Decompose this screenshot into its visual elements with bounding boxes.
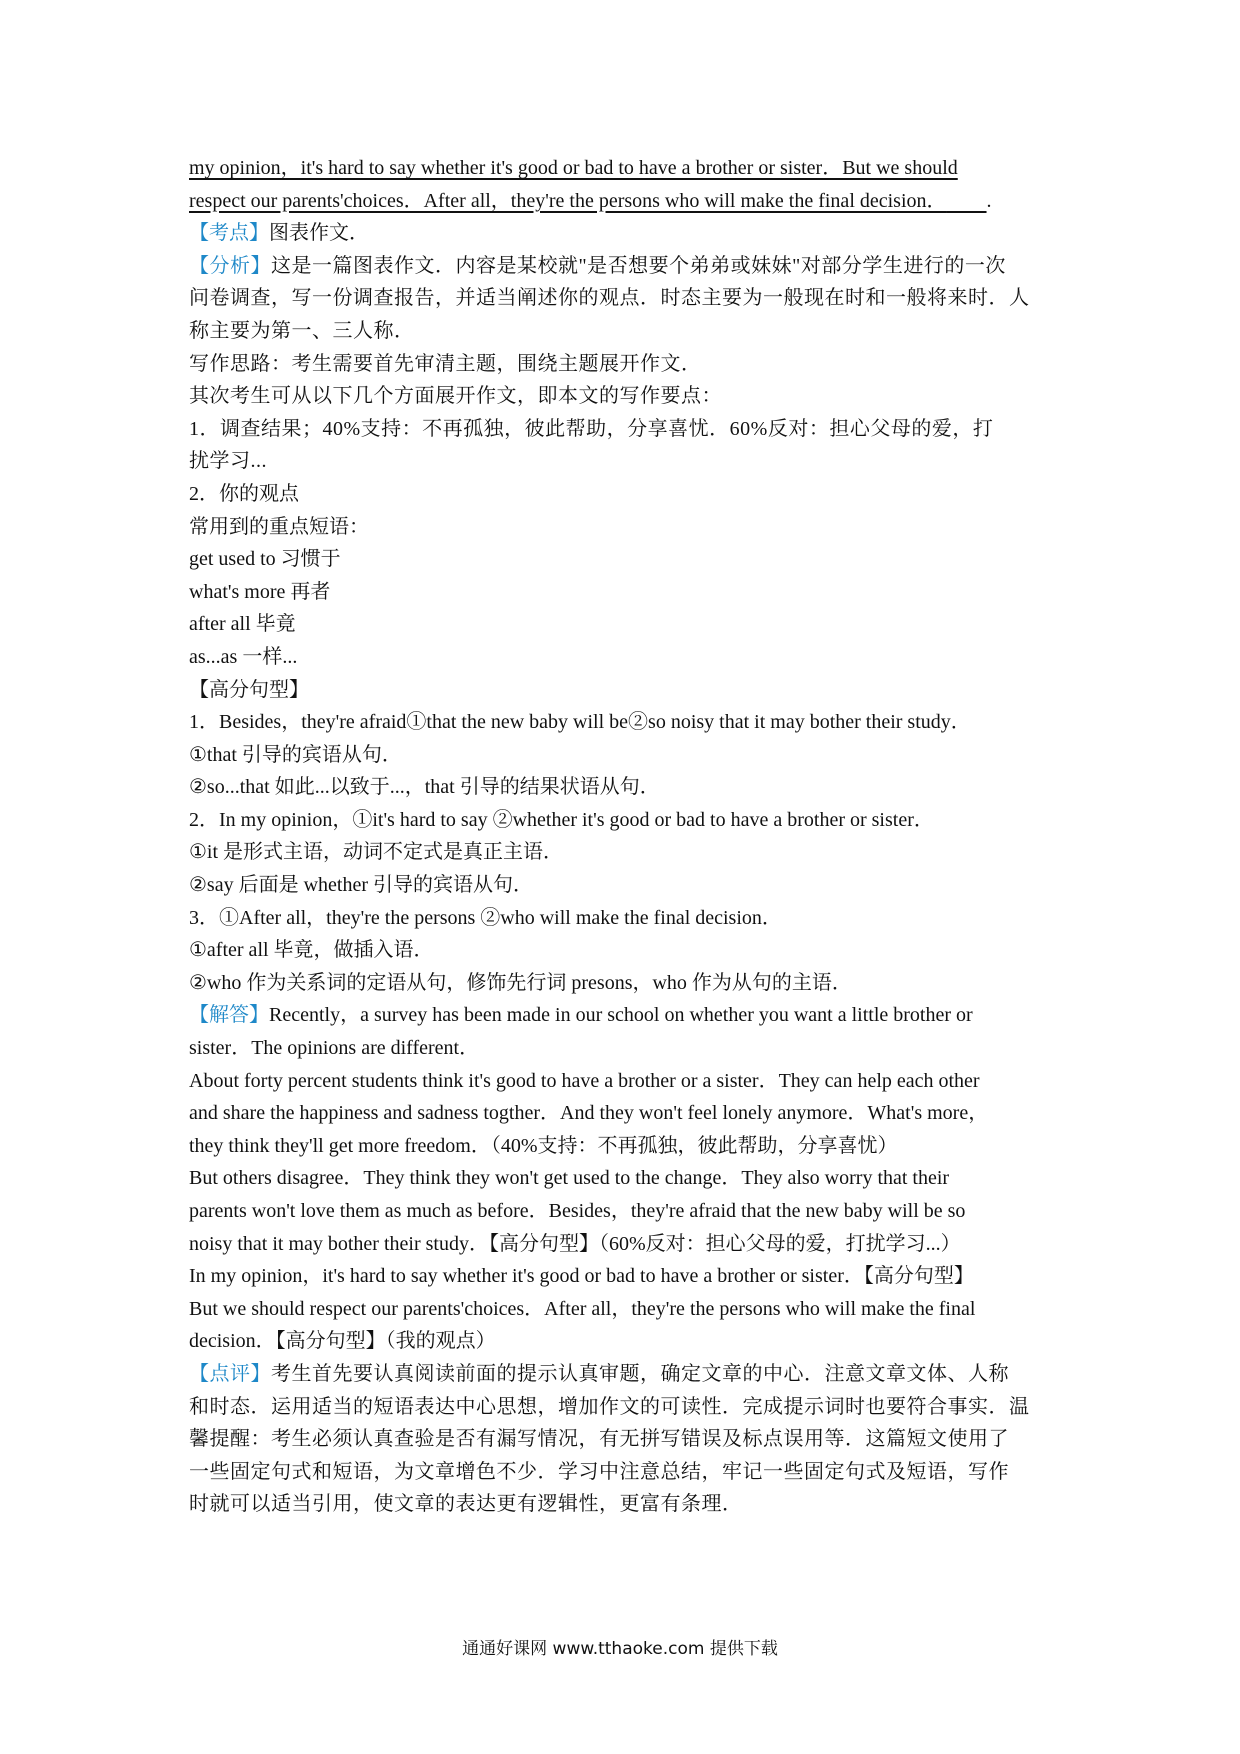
phrase-item: what's more 再者 <box>189 580 331 603</box>
section-dianping <box>189 1358 1069 1391</box>
text-line: ①it 是形式主语，动词不定式是真正主语． <box>189 841 564 864</box>
text-line: 一些固定句式和短语，为文章增色不少．学习中注意总结，牢记一些固定句式及短语，写作 <box>189 1460 1009 1483</box>
text-line: 2．你的观点 <box>189 482 299 505</box>
text-line: 其次考生可从以下几个方面展开作文，即本文的写作要点： <box>189 385 722 408</box>
text-line: parents won't love them as much as before．Besides，they're afraid that the new baby will be so <box>189 1200 966 1222</box>
text-line: ②so...that 如此...以致于...，that 引导的结果状语从句． <box>189 776 660 799</box>
text-line: In my opinion，it's hard to say whether it's good or bad to have a brother or sister．【高分句型】 <box>189 1265 974 1288</box>
text-line: 写作思路：考生需要首先审清主题，围绕主题展开作文． <box>189 352 702 375</box>
text-line: But others disagree．They think they won't get used to the change．They also worry that their <box>189 1167 950 1190</box>
section-tag: 【解答】 <box>189 1004 269 1027</box>
phrase-item: after all 毕竟 <box>189 613 296 636</box>
text-line: ①after all 毕竟，做插入语． <box>189 939 434 962</box>
phrase-item: as...as 一样... <box>189 645 298 668</box>
text-line: 3．①After all，they're the persons ②who will make the final decision． <box>189 906 782 929</box>
phrase-item: get used to 习惯于 <box>189 548 341 571</box>
text-line: ②who 作为关系词的定语从句，修饰先行词 presons，who 作为从句的主语． <box>189 971 852 994</box>
section-tag: 【考点】 <box>189 222 269 245</box>
text-line: they think they'll get more freedom．（40%支持：不再孤独，彼此帮助，分享喜忧） <box>189 1134 898 1157</box>
text-line: noisy that it may bother their study．【高分句型】（60%反对：担心父母的爱，打扰学习...） <box>189 1232 961 1255</box>
page-footer: 通通好课网 www.tthaoke.com 提供下载 <box>462 1639 778 1659</box>
text-line: 2．In my opinion，①it's hard to say ②whether it's good or bad to have a brother or sister． <box>189 808 934 831</box>
text-line: 1．调查结果；40%支持：不再孤独，彼此帮助，分享喜忧．60%反对：担心父母的爱，打 <box>189 417 994 440</box>
text-line: 和时态．运用适当的短语表达中心思想，增加作文的可读性．完成提示词时也要符合事实．温 <box>189 1395 1030 1418</box>
text-line: ②say 后面是 whether 引导的宾语从句． <box>189 874 534 897</box>
text-line: and share the happiness and sadness togther．And they won't feel lonely anymore．What's more， <box>189 1102 989 1125</box>
heading-gaofen: 【高分句型】 <box>189 678 309 701</box>
text-line: 问卷调查，写一份调查报告，并适当阐述你的观点．时态主要为一般现在时和一般将来时．人 <box>189 287 1030 310</box>
document-body <box>189 152 1069 1521</box>
text-line: 称主要为第一、三人称． <box>189 319 415 342</box>
text-line: 时就可以适当引用，使文章的表达更有逻辑性，更富有条理． <box>189 1493 743 1516</box>
text-line: 馨提醒：考生必须认真查验是否有漏写情况，有无拼写错误及标点误用等．这篇短文使用了 <box>189 1428 1009 1451</box>
underlined-text: my opinion，it's hard to say whether it's good or bad to have a brother or sister．But we should <box>189 157 958 179</box>
underlined-text: respect our parents'choices．After all，they're the persons who will make the final decision． <box>189 189 947 212</box>
section-text: 图表作文． <box>269 222 369 245</box>
text-line: 常用到的重点短语： <box>189 515 369 538</box>
text-line: sister．The opinions are different． <box>189 1037 480 1060</box>
line-1 <box>189 152 1069 185</box>
section-tag: 【点评】 <box>189 1362 271 1385</box>
line-2 <box>189 185 1069 218</box>
text-line: ①that 引导的宾语从句． <box>189 743 402 766</box>
text-line: About forty percent students think it's good to have a brother or a sister．They can help each other <box>189 1069 980 1092</box>
section-jieda <box>189 999 1069 1032</box>
section-tag: 【分析】 <box>189 254 271 277</box>
section-text: 这是一篇图表作文．内容是某校就"是否想要个弟弟或妹妹"对部分学生进行的一次 <box>271 254 1006 277</box>
section-text: Recently，a survey has been made in our school on whether you want a little brother or <box>269 1004 973 1027</box>
text-line: decision．【高分句型】（我的观点） <box>189 1330 496 1353</box>
text-line: 扰学习... <box>189 450 267 473</box>
text-line: But we should respect our parents'choices．After all，they're the persons who will make the final <box>189 1297 976 1320</box>
section-fenxi <box>189 250 1069 283</box>
section-kaodian <box>189 217 1069 250</box>
section-text: 考生首先要认真阅读前面的提示认真审题，确定文章的中心．注意文章文体、人称 <box>271 1362 1009 1385</box>
line-end-mark: . <box>986 189 992 212</box>
text-line: 1．Besides，they're afraid①that the new baby will be②so noisy that it may bother their study． <box>189 711 971 734</box>
